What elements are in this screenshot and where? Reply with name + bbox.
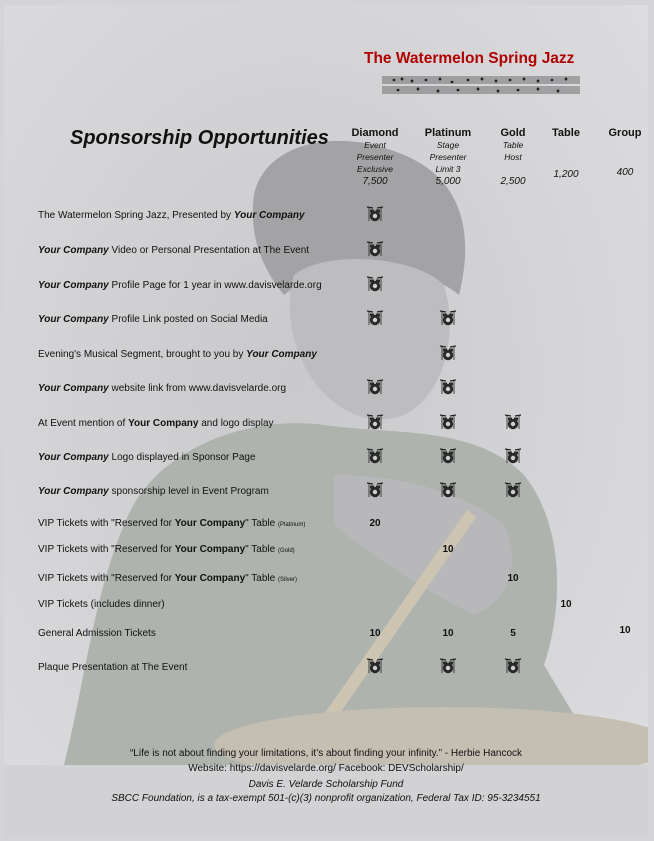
flyer-page (4, 5, 648, 837)
drum-kit-icon (365, 657, 385, 675)
company-placeholder: Your Company (38, 314, 109, 325)
drum-kit-icon (365, 378, 385, 396)
tier-note: Stage (436, 140, 460, 150)
company-placeholder: Your Company (38, 486, 109, 497)
drum-kit-icon (438, 447, 458, 465)
benefit-label: Plaque Presentation at The Event (38, 662, 188, 673)
tier-note: Limit 3 (435, 164, 461, 174)
benefit-label: VIP Tickets with "Reserved for Your Company" Table (Gold) (38, 544, 295, 555)
benefit-label: Evening's Musical Segment, brought to you by Your Company (38, 349, 317, 360)
drum-kit-icon (365, 309, 385, 327)
benefit-label: At Event mention of Your Company and logo display (38, 418, 274, 429)
benefit-label: General Admission Tickets (38, 628, 156, 639)
drum-kit-icon (438, 481, 458, 499)
benefit-label: VIP Tickets with "Reserved for Your Company" Table (Silver) (38, 573, 297, 584)
drum-kit-icon (503, 657, 523, 675)
ticket-count: 10 (442, 628, 454, 639)
footer-website: Website: https://davisvelarde.org/ Facebook: DEVScholarship/ (188, 763, 464, 774)
drum-kit-icon (438, 413, 458, 431)
company-placeholder: Your Company (233, 210, 305, 221)
benefit-label: Your Company website link from www.davisvelarde.org (38, 383, 287, 394)
tier-note: Host (504, 152, 522, 162)
tier-name: Diamond (351, 127, 399, 139)
tier-name: Platinum (424, 127, 472, 139)
benefit-label: Your Company Logo displayed in Sponsor Page (38, 452, 256, 463)
benefit-label: Your Company Video or Personal Presentation at The Event (38, 245, 310, 256)
drum-kit-icon (503, 413, 523, 431)
drum-kit-icon (503, 447, 523, 465)
company-placeholder: Your Company (128, 418, 199, 429)
benefit-label: VIP Tickets (includes dinner) (38, 599, 165, 610)
company-placeholder: Your Company (38, 245, 109, 256)
tier-name: Gold (500, 127, 526, 139)
footer-foundation: SBCC Foundation, is a tax-exempt 501-(c)(3) nonprofit organization, Federal Tax ID: 95-3234551 (111, 793, 541, 804)
drum-kit-icon (365, 205, 385, 223)
footer-quote: “Life is not about finding your limitations, it’s about finding your infinity.” - Herbie Hancock (129, 748, 523, 759)
company-placeholder: Your Company (246, 349, 317, 360)
tier-price: 5,000 (435, 176, 461, 187)
tier-note: Presenter (429, 152, 467, 162)
drum-kit-icon (438, 344, 458, 362)
company-placeholder: Your Company (174, 518, 246, 529)
tier-note: Event (364, 140, 386, 150)
company-placeholder: Your Company (174, 573, 246, 584)
tier-note: Presenter (356, 152, 394, 162)
tier-note: Table (502, 140, 524, 150)
ticket-count: 10 (507, 573, 519, 584)
tier-price: 1,200 (553, 169, 579, 180)
drum-kit-icon (365, 447, 385, 465)
company-placeholder: Your Company (38, 452, 109, 463)
benefit-label: VIP Tickets with "Reserved for Your Company" Table (Platinum) (38, 518, 306, 529)
drum-kit-icon (438, 657, 458, 675)
music-notation-graphic (382, 71, 582, 97)
drum-kit-icon (438, 309, 458, 327)
tier-price: 2,500 (500, 176, 526, 187)
tier-price: 7,500 (362, 176, 388, 187)
benefit-label: The Watermelon Spring Jazz, Presented by Your Company (38, 210, 305, 221)
benefit-label: Your Company Profile Page for 1 year in www.davisvelarde.org (38, 280, 322, 291)
tier-header-group (590, 127, 648, 178)
company-placeholder: Your Company (174, 544, 246, 555)
tier-header-platinum (413, 127, 483, 187)
benefit-label: Your Company sponsorship level in Event Program (38, 486, 269, 497)
tier-note: Exclusive (357, 164, 393, 174)
table-tier-note: (Gold) (277, 548, 295, 554)
tier-header-diamond (340, 127, 410, 187)
tier-name: Table (552, 127, 580, 139)
ticket-count: 10 (560, 599, 572, 610)
ticket-count: 10 (442, 544, 454, 555)
tier-price: 400 (616, 167, 634, 178)
benefit-label: Your Company Profile Link posted on Social Media (38, 314, 268, 325)
ticket-count: 5 (510, 628, 516, 639)
drum-kit-icon (365, 240, 385, 258)
event-title: The Watermelon Spring Jazz (364, 50, 575, 67)
page-heading: Sponsorship Opportunities (70, 127, 329, 149)
table-tier-note: (Silver) (277, 577, 297, 583)
drum-kit-icon (503, 481, 523, 499)
drum-kit-icon (365, 413, 385, 431)
ticket-count: 10 (369, 628, 381, 639)
drum-kit-icon (365, 481, 385, 499)
footer-fund: Davis E. Velarde Scholarship Fund (248, 779, 404, 790)
table-tier-note: (Platinum) (277, 522, 306, 528)
company-placeholder: Your Company (38, 383, 109, 394)
company-placeholder: Your Company (38, 280, 109, 291)
drum-kit-icon (438, 378, 458, 396)
drum-kit-icon (365, 275, 385, 293)
ticket-count: 20 (369, 518, 381, 529)
tier-name: Group (608, 127, 642, 139)
ticket-count: 10 (619, 625, 631, 636)
